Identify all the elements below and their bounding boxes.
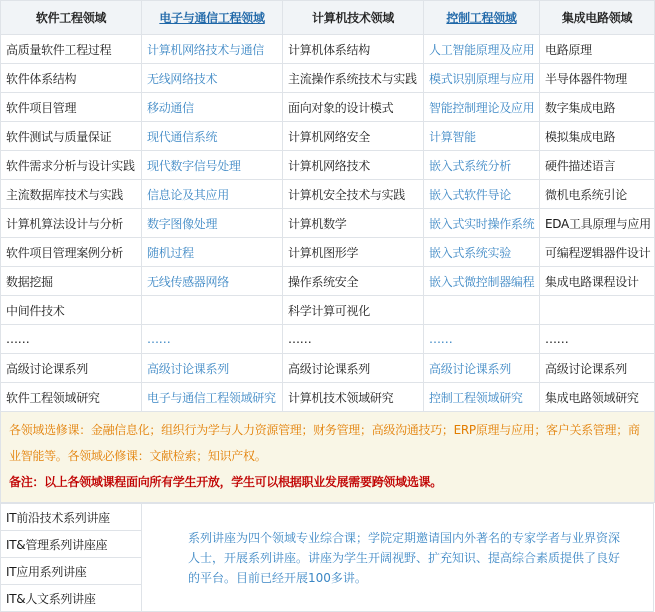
- course-cell: 模式识别原理与应用: [424, 64, 540, 93]
- course-cell: 高级讨论课系列: [1, 354, 142, 383]
- lecture-item: IT前沿技术系列讲座: [1, 504, 142, 531]
- course-cell: 高级讨论课系列: [424, 354, 540, 383]
- course-cell: 计算机技术领域研究: [283, 383, 424, 412]
- course-cell: 集成电路课程设计: [540, 267, 655, 296]
- notes-cell: [1, 412, 655, 503]
- course-cell: 软件需求分析与设计实践: [1, 151, 142, 180]
- course-cell: 高质量软件工程过程: [1, 35, 142, 64]
- course-cell: 主流操作系统技术与实践: [283, 64, 424, 93]
- course-cell: 半导体器件物理: [540, 64, 655, 93]
- course-cell: 控制工程领域研究: [424, 383, 540, 412]
- remark-text: 以上各领域课程面向所有学生开放，学生可以根据职业发展需要跨领域选课。: [44, 475, 442, 489]
- table-row: [1, 296, 655, 325]
- notes-row: [1, 412, 655, 503]
- course-cell: 嵌入式系统分析: [424, 151, 540, 180]
- remark-label: 备注：: [9, 475, 45, 489]
- course-cell: EDA工具原理与应用: [540, 209, 655, 238]
- course-cell: 高级讨论课系列: [540, 354, 655, 383]
- header-integrated-circuits: 集成电路领域: [540, 1, 655, 35]
- course-cell: 计算机体系结构: [283, 35, 424, 64]
- course-cell: 面向对象的设计模式: [283, 93, 424, 122]
- course-cell: ……: [1, 325, 142, 354]
- course-cell: 随机过程: [142, 238, 283, 267]
- course-cell: 数字图像处理: [142, 209, 283, 238]
- course-cell: 现代通信系统: [142, 122, 283, 151]
- course-cell: ……: [283, 325, 424, 354]
- course-cell: 无线传感器网络: [142, 267, 283, 296]
- course-cell: 操作系统安全: [283, 267, 424, 296]
- course-cell: [424, 296, 540, 325]
- course-cell: [142, 296, 283, 325]
- table-row: [1, 64, 655, 93]
- course-cell: 嵌入式软件导论: [424, 180, 540, 209]
- electives-note: 各领域选修课：金融信息化；组织行为学与人力资源管理；财务管理；高级沟通技巧；ERP原理与应用；客户关系管理；商业智能等。各领域必修课：文献检索；知识产权。: [9, 423, 640, 463]
- course-cell: 软件体系结构: [1, 64, 142, 93]
- course-cell: 嵌入式微控制器编程: [424, 267, 540, 296]
- course-cell: 硬件描述语言: [540, 151, 655, 180]
- course-cell: 嵌入式实时操作系统: [424, 209, 540, 238]
- lecture-item: IT&管理系列讲座座: [1, 531, 142, 558]
- course-cell: 计算机图形学: [283, 238, 424, 267]
- course-cell: 计算机网络技术与通信: [142, 35, 283, 64]
- course-cell: 高级讨论课系列: [283, 354, 424, 383]
- course-cell: ……: [424, 325, 540, 354]
- course-cell: 数字集成电路: [540, 93, 655, 122]
- course-cell: 主流数据库技术与实践: [1, 180, 142, 209]
- course-cell: 软件项目管理案例分析: [1, 238, 142, 267]
- course-cell: ……: [540, 325, 655, 354]
- course-cell: 移动通信: [142, 93, 283, 122]
- course-cell: 数据挖掘: [1, 267, 142, 296]
- course-cell: ……: [142, 325, 283, 354]
- course-cell: 计算智能: [424, 122, 540, 151]
- table-row: [1, 93, 655, 122]
- course-cell: 智能控制理论及应用: [424, 93, 540, 122]
- table-row: [1, 383, 655, 412]
- course-cell: 科学计算可视化: [283, 296, 424, 325]
- course-cell: 软件项目管理: [1, 93, 142, 122]
- course-cell: 信息论及其应用: [142, 180, 283, 209]
- table-row: [1, 122, 655, 151]
- lecture-item: IT&人文系列讲座: [1, 585, 142, 612]
- course-cell: 计算机算法设计与分析: [1, 209, 142, 238]
- table-row: [1, 325, 655, 354]
- table-row: [1, 238, 655, 267]
- lecture-description: 系列讲座为四个领域专业综合课；学院定期邀请国内外著名的专家学者与业界资深人士，开展系列讲座。讲座为学生开阔视野、扩充知识、提高综合素质提供了良好的平台。目前已经开展100多讲。: [142, 504, 654, 612]
- header-software-engineering: 软件工程领域: [1, 1, 142, 35]
- table-row: [1, 180, 655, 209]
- course-cell: 电子与通信工程领域研究: [142, 383, 283, 412]
- course-cell: [540, 296, 655, 325]
- course-cell: 集成电路领域研究: [540, 383, 655, 412]
- course-cell: 电路原理: [540, 35, 655, 64]
- header-electronics-communication[interactable]: 电子与通信工程领域: [142, 1, 283, 35]
- course-cell: 计算机网络安全: [283, 122, 424, 151]
- course-cell: 嵌入式系统实验: [424, 238, 540, 267]
- course-cell: 高级讨论课系列: [142, 354, 283, 383]
- course-cell: 微机电系统引论: [540, 180, 655, 209]
- course-cell: 中间件技术: [1, 296, 142, 325]
- header-computer-technology: 计算机技术领域: [283, 1, 424, 35]
- table-row: [1, 267, 655, 296]
- course-cell: 人工智能原理及应用: [424, 35, 540, 64]
- course-cell: 可编程逻辑器件设计: [540, 238, 655, 267]
- table-row: [1, 209, 655, 238]
- course-cell: 计算机安全技术与实践: [283, 180, 424, 209]
- lecture-series-table: [0, 503, 654, 612]
- table-row: [1, 354, 655, 383]
- course-cell: 计算机网络技术: [283, 151, 424, 180]
- header-row: [1, 1, 655, 35]
- table-row: [1, 151, 655, 180]
- course-cell: 软件测试与质量保证: [1, 122, 142, 151]
- table-row: [1, 35, 655, 64]
- course-cell: 软件工程领域研究: [1, 383, 142, 412]
- course-cell: 无线网络技术: [142, 64, 283, 93]
- course-cell: 现代数字信号处理: [142, 151, 283, 180]
- header-control-engineering[interactable]: 控制工程领域: [424, 1, 540, 35]
- remark-note: [9, 469, 648, 495]
- lecture-item: IT应用系列讲座: [1, 558, 142, 585]
- course-cell: 计算机数学: [283, 209, 424, 238]
- course-cell: 模拟集成电路: [540, 122, 655, 151]
